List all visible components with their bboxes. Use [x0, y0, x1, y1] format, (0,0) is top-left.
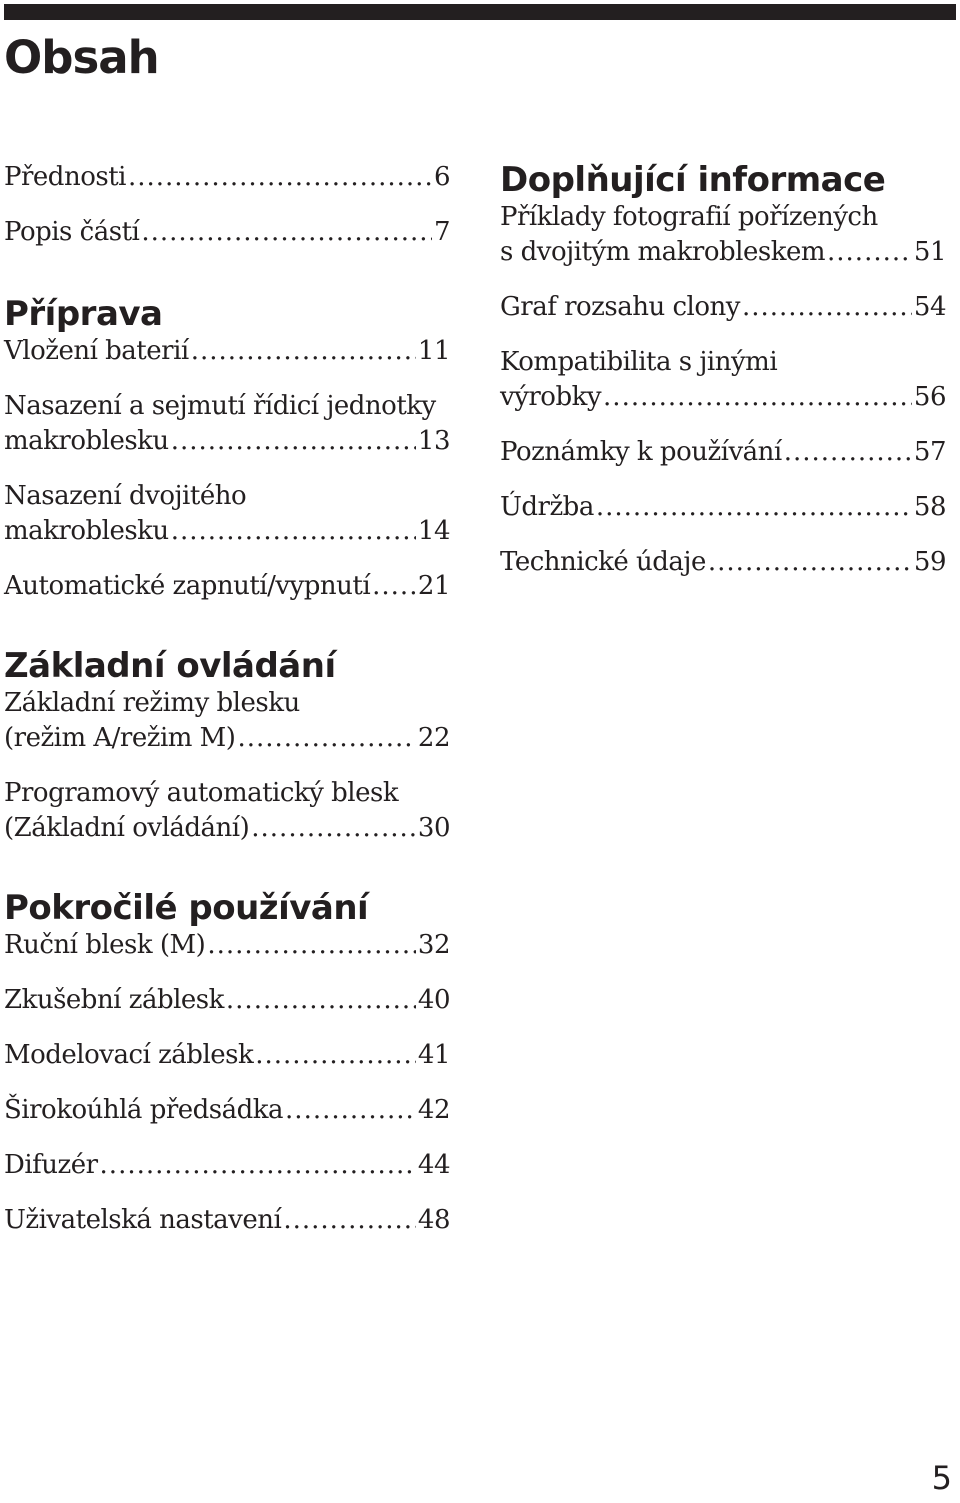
dot-leader: [827, 235, 912, 270]
entry-title: Automatické zapnutí/vypnutí: [4, 571, 371, 601]
dot-leader: [596, 490, 912, 525]
entry-title: Vložení baterií: [4, 336, 189, 366]
toc-entry[interactable]: [4, 479, 450, 549]
toc-entry[interactable]: [4, 569, 450, 604]
toc-entry[interactable]: [4, 389, 450, 459]
entry-page: 48: [417, 1205, 450, 1235]
entry-title: Údržba: [500, 492, 594, 522]
entry-title-line: Příklady fotografií pořízených: [500, 202, 878, 232]
toc-entry-prednosti[interactable]: [4, 160, 450, 195]
section-heading: Pokročilé používání: [4, 888, 369, 928]
entry-title: (Základní ovládání): [4, 813, 250, 843]
entry-page: 7: [433, 217, 450, 247]
page-title: Obsah: [4, 31, 159, 84]
dot-leader: [742, 290, 912, 325]
entry-title: Přednosti: [4, 162, 126, 192]
entry-title: Difuzér: [4, 1150, 98, 1180]
entry-title: Ruční blesk (M): [4, 930, 206, 960]
dot-leader: [171, 424, 416, 459]
intro-entries: [4, 160, 450, 250]
section-zakladni-ovladani: [4, 646, 450, 846]
section-entries: [4, 334, 450, 604]
entry-title: výrobky: [500, 382, 602, 412]
entry-page: 6: [433, 162, 450, 192]
dot-leader: [255, 1038, 416, 1073]
toc-entry[interactable]: [4, 1148, 450, 1183]
toc-entry-popis-casti[interactable]: [4, 215, 450, 250]
entry-page: 56: [913, 382, 946, 412]
entry-title-line: Programový automatický blesk: [4, 778, 399, 808]
toc-right-column: [500, 160, 946, 600]
top-rule: [4, 4, 956, 20]
dot-leader: [128, 160, 432, 195]
section-entries: [4, 686, 450, 846]
dot-leader: [191, 334, 416, 369]
entry-page: 57: [913, 437, 946, 467]
dot-leader: [207, 928, 416, 963]
section-heading: Doplňující informace: [500, 160, 886, 200]
toc-entry[interactable]: [4, 776, 450, 846]
dot-leader: [226, 983, 416, 1018]
toc-entry[interactable]: [4, 928, 450, 963]
section-heading: Příprava: [4, 294, 163, 334]
toc-entry[interactable]: [500, 435, 946, 470]
section-entries: [500, 200, 946, 580]
entry-title: Zkušební záblesk: [4, 985, 224, 1015]
dot-leader: [141, 215, 432, 250]
section-priprava: [4, 294, 450, 604]
dot-leader: [100, 1148, 416, 1183]
entry-page: 21: [417, 571, 450, 601]
entry-title: Popis částí: [4, 217, 140, 247]
entry-page: 40: [417, 985, 450, 1015]
entry-title: Uživatelská nastavení: [4, 1205, 282, 1235]
toc-entry[interactable]: [500, 545, 946, 580]
toc-entry[interactable]: [4, 334, 450, 369]
entry-title: Graf rozsahu clony: [500, 292, 740, 322]
entry-title: makroblesku: [4, 516, 169, 546]
toc-entry[interactable]: [4, 686, 450, 756]
entry-page: 51: [913, 237, 946, 267]
page-number: 5: [931, 1459, 952, 1497]
toc-entry[interactable]: [500, 200, 946, 270]
entry-page: 14: [417, 516, 450, 546]
dot-leader: [372, 569, 416, 604]
entry-title: Poznámky k používání: [500, 437, 782, 467]
entry-title-line: Nasazení a sejmutí řídicí jednotky: [4, 391, 436, 421]
entry-page: 58: [913, 492, 946, 522]
dot-leader: [708, 545, 912, 580]
dot-leader: [237, 721, 415, 756]
section-doplnujici-informace: [500, 160, 946, 580]
entry-title: Širokoúhlá předsádka: [4, 1095, 284, 1125]
entry-page: 22: [417, 723, 450, 753]
dot-leader: [285, 1093, 416, 1128]
entry-page: 11: [417, 336, 450, 366]
entry-title-line: Základní režimy blesku: [4, 688, 300, 718]
entry-page: 32: [417, 930, 450, 960]
entry-title: makroblesku: [4, 426, 169, 456]
section-pokrocile-pouzivani: [4, 888, 450, 1238]
section-heading: Základní ovládání: [4, 646, 336, 686]
toc-entry[interactable]: [500, 290, 946, 325]
toc-left-column: [4, 160, 450, 1258]
entry-title: Modelovací záblesk: [4, 1040, 254, 1070]
entry-page: 44: [417, 1150, 450, 1180]
entry-title: s dvojitým makrobleskem: [500, 237, 826, 267]
dot-leader: [283, 1203, 416, 1238]
toc-entry[interactable]: [4, 1203, 450, 1238]
section-entries: [4, 928, 450, 1238]
entry-page: 13: [417, 426, 450, 456]
dot-leader: [784, 435, 912, 470]
entry-page: 30: [417, 813, 450, 843]
dot-leader: [603, 380, 912, 415]
entry-title-line: Nasazení dvojitého: [4, 481, 247, 511]
toc-entry[interactable]: [4, 983, 450, 1018]
toc-entry[interactable]: [500, 490, 946, 525]
toc-entry[interactable]: [4, 1038, 450, 1073]
entry-title-line: Kompatibilita s jinými: [500, 347, 778, 377]
entry-page: 59: [913, 547, 946, 577]
dot-leader: [251, 811, 416, 846]
toc-entry[interactable]: [4, 1093, 450, 1128]
entry-title: (režim A/režim M): [4, 723, 236, 753]
entry-page: 54: [913, 292, 946, 322]
toc-entry[interactable]: [500, 345, 946, 415]
entry-title: Technické údaje: [500, 547, 706, 577]
dot-leader: [171, 514, 416, 549]
entry-page: 41: [417, 1040, 450, 1070]
entry-page: 42: [417, 1095, 450, 1125]
